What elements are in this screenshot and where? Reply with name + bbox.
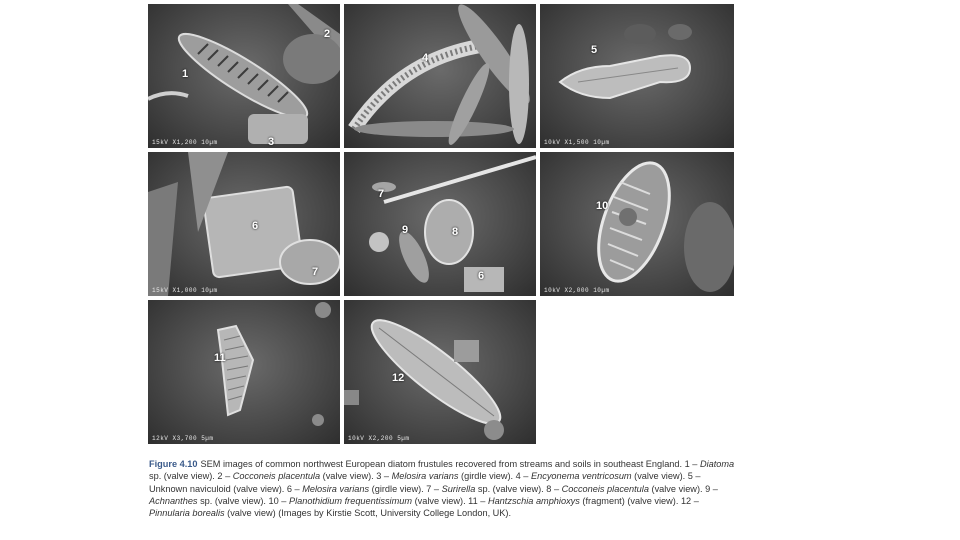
taxon-name: Cocconeis placentula [561,483,649,494]
caption-segment: (valve view). 3 – [320,471,392,482]
diatom-image-7 [148,300,340,444]
taxon-name: Encyonema ventricosum [530,471,632,482]
caption-segment: (girdle view). 4 – [458,471,531,482]
caption-segment: (fragment) (valve view). 12 – [579,495,699,506]
diatom-image-2 [344,4,536,148]
taxon-name: Achnanthes [149,495,198,506]
scale-bar-text: 10kV X2,000 10µm [544,287,610,294]
caption-segment: SEM images of common northwest European diatom frustules recovered from streams and soils in southeast England. 1 – [200,459,700,469]
diatom-image-3 [540,4,734,148]
taxon-name: Melosira varians [391,471,459,482]
diatom-image-5 [344,152,536,296]
specimen-label: 10 [596,200,609,212]
specimen-label: 2 [324,28,331,40]
specimen-label: 3 [268,136,275,148]
specimen-label: 4 [422,52,429,64]
specimen-label: 6 [478,270,485,282]
specimen-label: 12 [392,372,405,384]
taxon-name: Cocconeis placentula [232,471,321,482]
figure-label: Figure 4.10 [149,459,198,469]
sem-panel-8 [344,300,536,444]
caption-segment: (valve view) (Images by Kirstie Scott, University College London, UK). [224,508,512,519]
caption-segment: sp. (valve view). 2 – [149,471,233,482]
sem-panel-6 [540,152,734,296]
scale-bar-text: 12kV X3,700 5µm [152,435,214,442]
specimen-label: 5 [591,44,598,56]
sem-panel-3 [540,4,734,148]
caption-segment: (valve view). 11 – [412,495,488,506]
caption-text [149,459,734,518]
sem-panel-2 [344,4,536,148]
sem-panel-7 [148,300,340,444]
taxon-name: Diatoma [699,459,735,469]
specimen-label: 11 [214,352,226,364]
scale-bar-text: 15kV X1,200 10µm [152,139,218,146]
scale-bar-text: 10kV X2,200 5µm [348,435,410,442]
specimen-label: 8 [452,226,459,238]
taxon-name: Pinnularia borealis [149,508,225,519]
caption-segment: (valve view). 5 – Unknown naviculoid (valve view). 6 – [149,471,701,494]
diatom-image-1 [148,4,340,148]
caption-segment: (valve view). 9 – [648,483,718,494]
taxon-name: Hantzschia amphioxys [487,495,580,506]
sem-figure-grid [148,4,734,444]
specimen-label: 7 [378,188,385,200]
figure-caption [149,458,739,519]
sem-panel-5 [344,152,536,296]
scale-bar-text: 15kV X1,000 10µm [152,287,218,294]
scale-bar-text: 10kV X1,500 10µm [544,139,610,146]
caption-segment: sp. (valve view). 10 – [197,495,289,506]
caption-segment: (girdle view). 7 – [369,483,442,494]
diatom-image-8 [344,300,536,444]
specimen-label: 6 [252,220,259,232]
specimen-label: 7 [312,266,319,278]
sem-panel-1 [148,4,340,148]
taxon-name: Melosira varians [302,483,370,494]
sem-panel-4 [148,152,340,296]
caption-segment: sp. (valve view). 8 – [475,483,562,494]
taxon-name: Surirella [441,483,476,494]
specimen-label: 9 [402,224,409,236]
taxon-name: Planothidium frequentissimum [288,495,413,506]
specimen-label: 1 [182,68,189,80]
diatom-image-6 [540,152,734,296]
